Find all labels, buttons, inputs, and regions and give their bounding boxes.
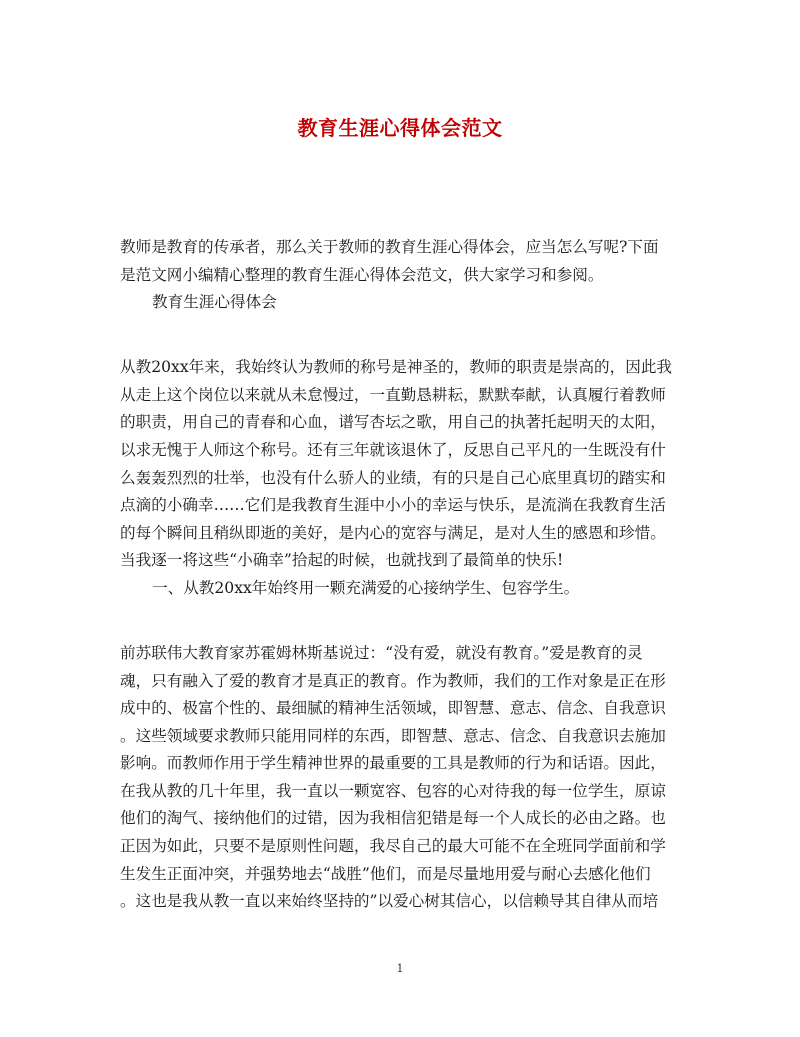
paragraph-line: 影响。而教师作用于学生精神世界的最重要的工具是教师的行为和话语。因此， [120,754,666,772]
section-subtitle: 教育生涯心得体会 [152,293,277,311]
section-heading: 一、从教20xx年始终用一颗充满爱的心接纳学生、包容学生。 [152,579,580,597]
paragraph-line: 以求无愧于人师这个称号。还有三年就该退休了，反思自己平凡的一生既没有什 [120,441,666,459]
paragraph-line: 。这也是我从教一直以来始终坚持的”以爱心树其信心，以信赖导其自律从而培 [120,892,659,910]
paragraph-line: 在我从教的几十年里，我一直以一颗宽容、包容的心对待我的每一位学生，原谅 [120,782,666,800]
page-number: 1 [396,962,404,975]
paragraph-line: 他们的淘气、接纳他们的过错，因为我相信犯错是每一个人成长的必由之路。也 [120,809,666,827]
paragraph-line: 从走上这个岗位以来就从未怠慢过，一直勤恳耕耘，默默奉献，认真履行着教师 [120,386,666,404]
paragraph-line: 当我逐一将这些“小确幸”拾起的时候，也就找到了最简单的快乐! [120,551,564,569]
paragraph-line: 的职责，用自己的青春和心血，谱写杏坛之歌，用自己的执著托起明天的太阳， [120,413,666,431]
paragraph-line: 生发生正面冲突，并强势地去“战胜”他们，而是尽量地用爱与耐心去感化他们 [120,865,651,883]
intro-line: 教师是教育的传承者，那么关于教师的教育生涯心得体会，应当怎么写呢?下面 [120,238,659,256]
paragraph-line: 魂，只有融入了爱的教育才是真正的教育。作为教师，我们的工作对象是正在形 [120,672,666,690]
paragraph-line: 。这些领域要求教师只能用同样的东西，即智慧、意志、信念、自我意识去施加 [120,727,666,745]
paragraph-line: 成中的、极富个性的、最细腻的精神生活领域，即智慧、意志、信念、自我意识 [120,699,666,717]
document-title: 教育生涯心得体会范文 [297,116,503,140]
paragraph-line: 从教20xx年来，我始终认为教师的称号是神圣的，教师的职责是崇高的，因此我 [120,358,673,376]
paragraph-line: 正因为如此，只要不是原则性问题，我尽自己的最大可能不在全班同学面前和学 [120,837,666,855]
paragraph-line: 点滴的小确幸……它们是我教育生涯中小小的幸运与快乐，是流淌在我教育生活 [120,496,666,514]
intro-line: 是范文网小编精心整理的教育生涯心得体会范文，供大家学习和参阅。 [120,266,604,284]
paragraph-line: 么轰轰烈烈的壮举，也没有什么骄人的业绩，有的只是自己心底里真切的踏实和 [120,469,666,487]
paragraph-line: 前苏联伟大教育家苏霍姆林斯基说过：“没有爱，就没有教育。”爱是教育的灵 [120,644,643,662]
paragraph-line: 的每个瞬间且稍纵即逝的美好，是内心的宽容与满足，是对人生的感恩和珍惜。 [120,524,666,542]
